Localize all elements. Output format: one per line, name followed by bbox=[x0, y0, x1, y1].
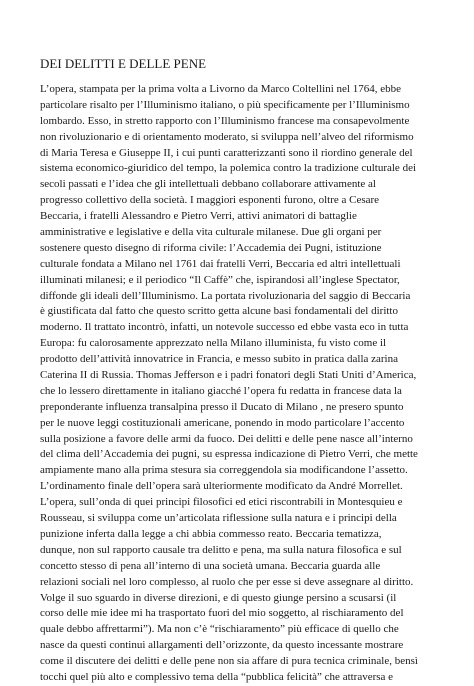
body-line: progresso collettivo della società. I maggiori esponenti furono, oltre a Cesare bbox=[40, 194, 380, 207]
body-line: lombardo. Esso, in stretto rapporto con l’Illuminismo francese ma consapevolmente bbox=[40, 114, 410, 127]
body-line: del clima dell’Accademia dei pugni, su espressa indicazione di Pietro Verri, che mette bbox=[40, 448, 418, 461]
body-line: sistema economico-giuridico del tempo, la polemica contro la tradizione culturale dei bbox=[40, 162, 417, 175]
body-line: L’opera, sull’onda di quei principi filosofici ed etici riscontrabili in Montesquieu e bbox=[40, 496, 403, 509]
body-line: corso delle mie idee mi ha trasportato fuori del mio soggetto, al rischiaramento del bbox=[40, 607, 404, 620]
body-line: Caterina II di Russia. Thomas Jefferson e i padri fonatori degli Stati Uniti d’America, bbox=[40, 369, 417, 382]
body-line: concetto stesso di pena all’interno di una società umana. Beccaria guarda alle bbox=[40, 559, 381, 572]
body-line: Beccaria, i fratelli Alessandro e Pietro Verri, attivi animatori di battaglie bbox=[40, 210, 357, 223]
document-body bbox=[40, 82, 440, 686]
body-line: punizione inferta dalla legge a chi abbia commesso reato. Beccaria tematizza, bbox=[40, 527, 382, 540]
document-title: DEI DELITTI E DELLE PENE bbox=[40, 56, 207, 71]
body-line: è giustificata dal fatto che questo scritto getta alcune basi fondamentali del diritto bbox=[40, 305, 398, 318]
body-line: sulla posizione a favore delle armi da fuoco. Dei delitti e delle pene nasce all’interno bbox=[40, 432, 413, 445]
body-line: secoli passati e l’idea che gli intellettuali debbano collaborare attivamente al bbox=[40, 178, 376, 191]
body-line: diffonde gli ideali dell’Illuminismo. La portata rivoluzionaria del saggio di Beccaria bbox=[40, 289, 411, 302]
body-line: particolare risalto per l’Illuminismo italiano, o più specificamente per l’Illuminismo bbox=[40, 98, 410, 111]
body-line: Rousseau, si sviluppa come un’articolata riflessione sulla natura e i principi della bbox=[40, 512, 397, 525]
body-line: non rivoluzionario e di orientamento moderato, si sviluppa nell’alveo del riformismo bbox=[40, 130, 414, 143]
body-line: che lo lessero direttamente in italiano giacché l’opera fu redatta in francese data la bbox=[40, 384, 402, 397]
body-line: come il discutere dei delitti e delle pene non sia affare di pura tecnica criminale, bensì bbox=[40, 655, 418, 668]
body-line: prodotto dell’attività innovatrice in Francia, e messo subito in pratica dalla zarina bbox=[40, 353, 398, 366]
body-line: amministrative e legislative e della vita culturale milanese. Due gli organi per bbox=[40, 226, 382, 239]
body-line: ampiamente mano alla prima stesura sia correggendola sia modificandone l’assetto. bbox=[40, 464, 408, 477]
body-line: illuminati milanesi; e il periodico “Il Caffè” che, ispirandosi all’inglese Spectator, bbox=[40, 273, 400, 286]
body-line: preponderante influenza transalpina presso il Ducato di Milano , ne presero spunto bbox=[40, 400, 404, 413]
body-line: di Maria Teresa e Giuseppe II, i cui punti caratterizzanti sono il riordino generale del bbox=[40, 146, 413, 159]
body-line: per le nuove leggi costituzionali americane, ponendo in modo particolare l’accento bbox=[40, 416, 405, 429]
body-line: quale debbo affrettarmi”). Ma non c’è “rischiaramento” più efficace di quello che bbox=[40, 623, 399, 636]
body-line: culturale fondata a Milano nel 1761 dai fratelli Verri, Beccaria ed altri intellettuali bbox=[40, 257, 401, 270]
body-line: L’opera, stampata per la prima volta a Livorno da Marco Coltellini nel 1764, ebbe bbox=[40, 83, 401, 95]
body-line: tocchi quel più alto e complessivo tema della “pubblica felicità” che attraversa e bbox=[40, 670, 394, 683]
body-line: nasce da questi continui allargamenti dell’orizzonte, da questo incessante mostrare bbox=[40, 639, 404, 652]
body-line: L’ordinamento finale dell’opera sarà ulteriormente modificato da André Morrellet. bbox=[40, 480, 403, 493]
body-line: Volge il suo sguardo in diverse direzioni, e di questo giunge persino a scusarsi (il bbox=[40, 591, 397, 604]
body-line: moderno. Il trattato incontrò, infatti, un notevole successo ed ebbe vasta eco in tutta bbox=[40, 321, 409, 334]
body-line: dunque, non sul rapporto causale tra delitto e pena, ma sulla natura filosofica e sul bbox=[40, 543, 402, 556]
body-line: Europa: fu calorosamente apprezzato nella Milano illuminista, fu visto come il bbox=[40, 337, 387, 350]
body-line: sostenere questo disegno di riforma civile: l’Accademia dei Pugni, istituzione bbox=[40, 241, 382, 254]
body-line: relazioni sociali nel loro complesso, al ruolo che per esse si deve assegnare al diritto. bbox=[40, 575, 414, 588]
